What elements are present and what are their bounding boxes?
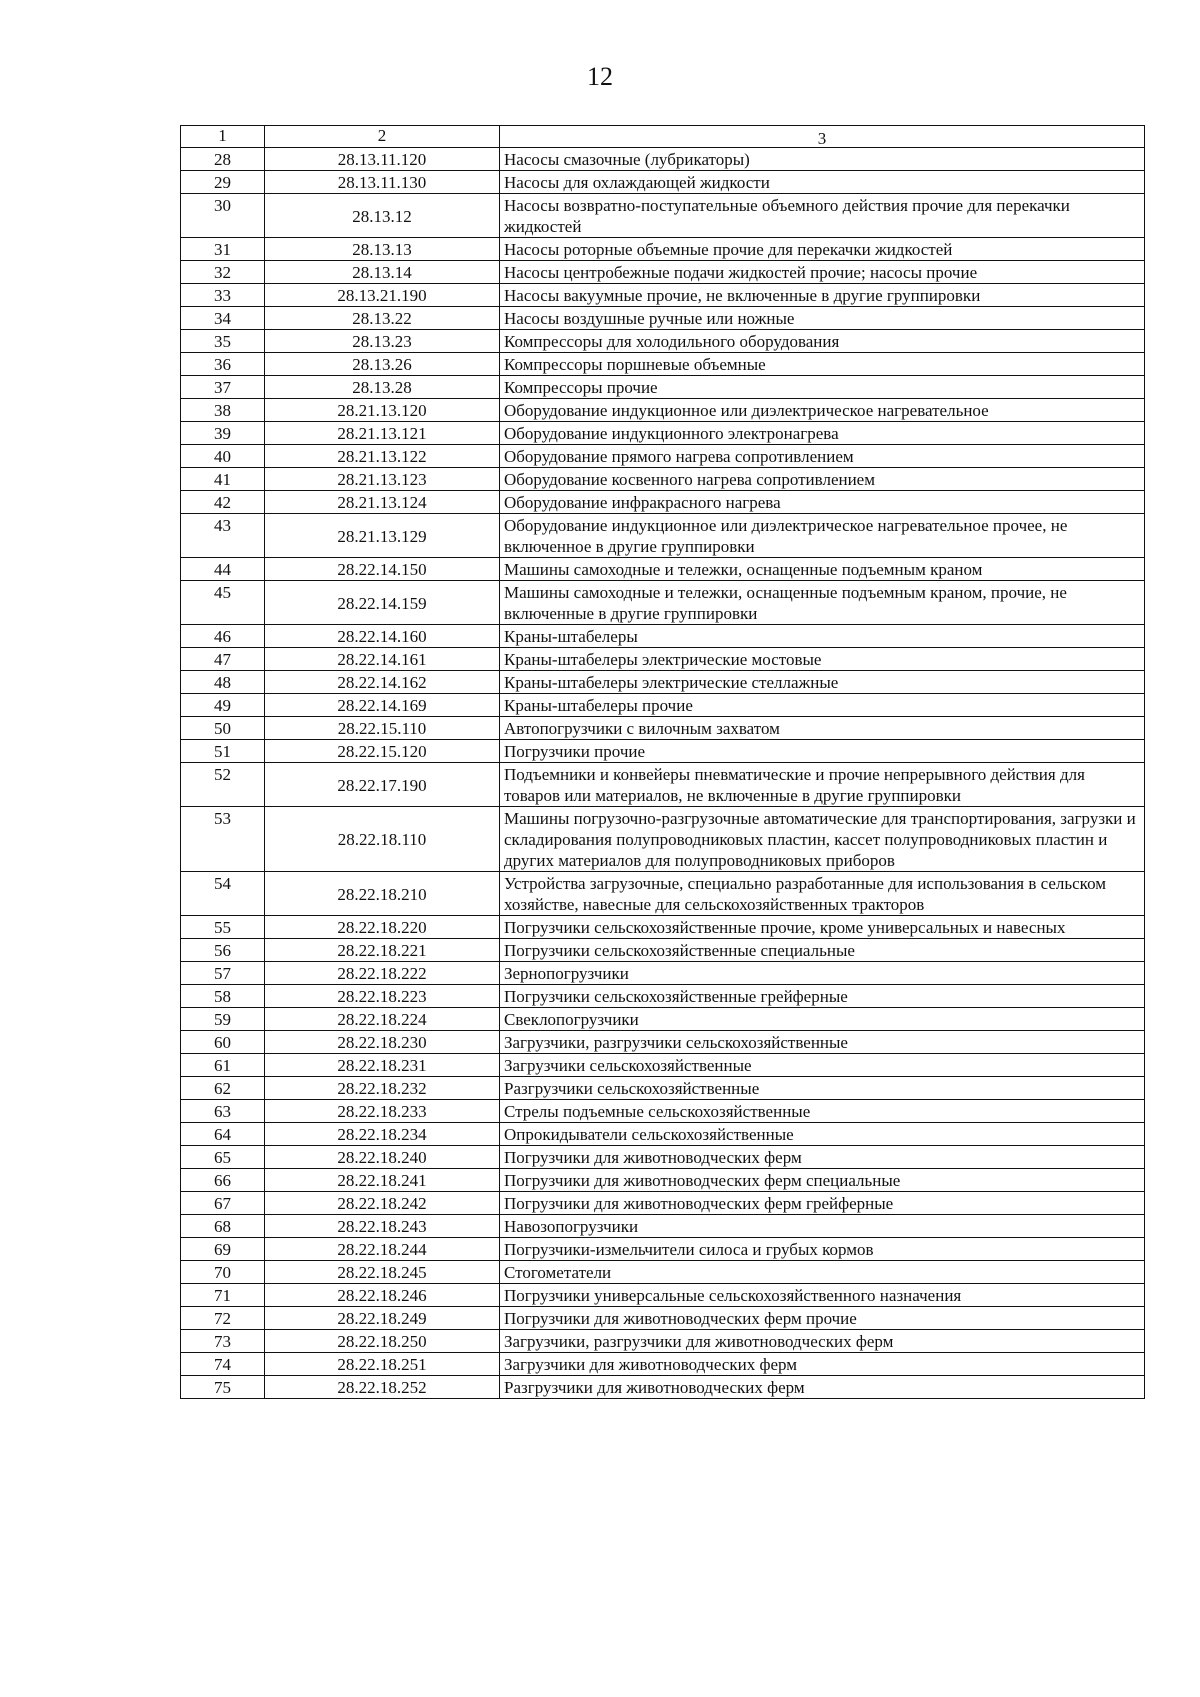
code-cell: 28.21.13.122 xyxy=(265,445,500,468)
row-number-cell: 52 xyxy=(181,763,265,807)
name-cell: Погрузчики для животноводческих ферм xyxy=(500,1146,1145,1169)
table-row xyxy=(181,1353,1145,1376)
table-row xyxy=(181,717,1145,740)
table-row xyxy=(181,307,1145,330)
name-cell: Краны-штабелеры xyxy=(500,625,1145,648)
row-number-cell: 66 xyxy=(181,1169,265,1192)
code-cell: 28.21.13.129 xyxy=(265,514,500,558)
code-cell: 28.21.13.123 xyxy=(265,468,500,491)
name-cell: Подъемники и конвейеры пневматические и прочие непрерывного действия для товаров или материалов, не включенные в другие группировки xyxy=(500,763,1145,807)
code-cell: 28.22.15.110 xyxy=(265,717,500,740)
table-row xyxy=(181,807,1145,872)
row-number-cell: 46 xyxy=(181,625,265,648)
name-cell: Насосы роторные объемные прочие для перекачки жидкостей xyxy=(500,238,1145,261)
row-number-cell: 38 xyxy=(181,399,265,422)
code-cell: 28.13.28 xyxy=(265,376,500,399)
code-cell: 28.13.14 xyxy=(265,261,500,284)
row-number-cell: 53 xyxy=(181,807,265,872)
name-cell: Оборудование индукционное или диэлектрическое нагревательное xyxy=(500,399,1145,422)
code-cell: 28.22.18.231 xyxy=(265,1054,500,1077)
code-cell: 28.22.18.221 xyxy=(265,939,500,962)
row-number-cell: 54 xyxy=(181,872,265,916)
code-cell: 28.22.18.234 xyxy=(265,1123,500,1146)
table-row xyxy=(181,491,1145,514)
code-cell: 28.22.18.232 xyxy=(265,1077,500,1100)
code-cell: 28.22.18.233 xyxy=(265,1100,500,1123)
table-row xyxy=(181,1169,1145,1192)
row-number-cell: 70 xyxy=(181,1261,265,1284)
table-row xyxy=(181,939,1145,962)
name-cell: Насосы воздушные ручные или ножные xyxy=(500,307,1145,330)
table-row xyxy=(181,330,1145,353)
column-header-3: 3 xyxy=(500,126,1145,148)
code-cell: 28.22.14.159 xyxy=(265,581,500,625)
table-row xyxy=(181,962,1145,985)
code-cell: 28.22.18.230 xyxy=(265,1031,500,1054)
code-cell: 28.22.18.252 xyxy=(265,1376,500,1399)
table-row xyxy=(181,1054,1145,1077)
name-cell: Оборудование прямого нагрева сопротивлением xyxy=(500,445,1145,468)
code-cell: 28.22.18.110 xyxy=(265,807,500,872)
page-number: 12 xyxy=(587,62,613,91)
row-number-cell: 45 xyxy=(181,581,265,625)
code-cell: 28.22.18.210 xyxy=(265,872,500,916)
row-number-cell: 41 xyxy=(181,468,265,491)
name-cell: Насосы центробежные подачи жидкостей прочие; насосы прочие xyxy=(500,261,1145,284)
name-cell: Стогометатели xyxy=(500,1261,1145,1284)
name-cell: Насосы смазочные (лубрикаторы) xyxy=(500,148,1145,171)
table-row xyxy=(181,445,1145,468)
table-row xyxy=(181,1238,1145,1261)
column-header-2: 2 xyxy=(265,126,500,148)
code-cell: 28.22.18.250 xyxy=(265,1330,500,1353)
name-cell: Оборудование индукционное или диэлектрическое нагревательное прочее, не включенное в другие группировки xyxy=(500,514,1145,558)
code-cell: 28.13.26 xyxy=(265,353,500,376)
code-cell: 28.22.18.224 xyxy=(265,1008,500,1031)
row-number-cell: 58 xyxy=(181,985,265,1008)
row-number-cell: 34 xyxy=(181,307,265,330)
table-row xyxy=(181,1123,1145,1146)
code-cell: 28.22.18.220 xyxy=(265,916,500,939)
row-number-cell: 64 xyxy=(181,1123,265,1146)
code-cell: 28.13.12 xyxy=(265,194,500,238)
code-cell: 28.22.18.245 xyxy=(265,1261,500,1284)
row-number-cell: 50 xyxy=(181,717,265,740)
name-cell: Навозопогрузчики xyxy=(500,1215,1145,1238)
table-row xyxy=(181,171,1145,194)
name-cell: Насосы возвратно-поступательные объемного действия прочие для перекачки жидкостей xyxy=(500,194,1145,238)
name-cell: Погрузчики сельскохозяйственные прочие, кроме универсальных и навесных xyxy=(500,916,1145,939)
code-cell: 28.22.14.161 xyxy=(265,648,500,671)
name-cell: Машины погрузочно-разгрузочные автоматические для транспортирования, загрузки и складирования полупроводниковых пластин, кассет полупроводниковых пластин и других материалов для полупроводниковых приборов xyxy=(500,807,1145,872)
header-row xyxy=(181,126,1145,148)
row-number-cell: 62 xyxy=(181,1077,265,1100)
table-row xyxy=(181,194,1145,238)
table-row xyxy=(181,1192,1145,1215)
row-number-cell: 73 xyxy=(181,1330,265,1353)
name-cell: Краны-штабелеры прочие xyxy=(500,694,1145,717)
row-number-cell: 35 xyxy=(181,330,265,353)
code-cell: 28.22.18.246 xyxy=(265,1284,500,1307)
code-cell: 28.22.14.162 xyxy=(265,671,500,694)
table-row xyxy=(181,581,1145,625)
code-cell: 28.13.11.120 xyxy=(265,148,500,171)
code-cell: 28.22.18.241 xyxy=(265,1169,500,1192)
name-cell: Загрузчики, разгрузчики сельскохозяйственные xyxy=(500,1031,1145,1054)
table-row xyxy=(181,284,1145,307)
table-row xyxy=(181,763,1145,807)
row-number-cell: 48 xyxy=(181,671,265,694)
name-cell: Компрессоры для холодильного оборудования xyxy=(500,330,1145,353)
row-number-cell: 75 xyxy=(181,1376,265,1399)
name-cell: Разгрузчики для животноводческих ферм xyxy=(500,1376,1145,1399)
table-row xyxy=(181,872,1145,916)
code-cell: 28.22.14.160 xyxy=(265,625,500,648)
table-row xyxy=(181,1008,1145,1031)
code-cell: 28.22.18.240 xyxy=(265,1146,500,1169)
name-cell: Машины самоходные и тележки, оснащенные подъемным краном xyxy=(500,558,1145,581)
code-cell: 28.22.18.243 xyxy=(265,1215,500,1238)
code-cell: 28.22.14.150 xyxy=(265,558,500,581)
name-cell: Загрузчики сельскохозяйственные xyxy=(500,1054,1145,1077)
code-cell: 28.22.14.169 xyxy=(265,694,500,717)
name-cell: Оборудование инфракрасного нагрева xyxy=(500,491,1145,514)
row-number-cell: 63 xyxy=(181,1100,265,1123)
code-cell: 28.22.18.249 xyxy=(265,1307,500,1330)
row-number-cell: 57 xyxy=(181,962,265,985)
table-row xyxy=(181,1261,1145,1284)
row-number-cell: 69 xyxy=(181,1238,265,1261)
row-number-cell: 31 xyxy=(181,238,265,261)
row-number-cell: 36 xyxy=(181,353,265,376)
name-cell: Автопогрузчики с вилочным захватом xyxy=(500,717,1145,740)
table-row xyxy=(181,558,1145,581)
row-number-cell: 51 xyxy=(181,740,265,763)
row-number-cell: 65 xyxy=(181,1146,265,1169)
row-number-cell: 74 xyxy=(181,1353,265,1376)
table-row xyxy=(181,514,1145,558)
table-row xyxy=(181,916,1145,939)
table-row xyxy=(181,468,1145,491)
code-cell: 28.21.13.124 xyxy=(265,491,500,514)
table-row xyxy=(181,694,1145,717)
table-row xyxy=(181,625,1145,648)
table-row xyxy=(181,1284,1145,1307)
code-cell: 28.22.17.190 xyxy=(265,763,500,807)
name-cell: Погрузчики для животноводческих ферм грейферные xyxy=(500,1192,1145,1215)
name-cell: Погрузчики сельскохозяйственные грейферные xyxy=(500,985,1145,1008)
row-number-cell: 30 xyxy=(181,194,265,238)
row-number-cell: 42 xyxy=(181,491,265,514)
name-cell: Компрессоры поршневые объемные xyxy=(500,353,1145,376)
table-row xyxy=(181,1031,1145,1054)
name-cell: Стрелы подъемные сельскохозяйственные xyxy=(500,1100,1145,1123)
table-row xyxy=(181,648,1145,671)
row-number-cell: 56 xyxy=(181,939,265,962)
table-row xyxy=(181,1215,1145,1238)
table-row xyxy=(181,422,1145,445)
code-cell: 28.21.13.121 xyxy=(265,422,500,445)
name-cell: Оборудование индукционного электронагрева xyxy=(500,422,1145,445)
row-number-cell: 60 xyxy=(181,1031,265,1054)
row-number-cell: 68 xyxy=(181,1215,265,1238)
name-cell: Устройства загрузочные, специально разработанные для использования в сельском хозяйстве, навесные для сельскохозяйственных тракторов xyxy=(500,872,1145,916)
name-cell: Погрузчики-измельчители силоса и грубых кормов xyxy=(500,1238,1145,1261)
row-number-cell: 44 xyxy=(181,558,265,581)
row-number-cell: 39 xyxy=(181,422,265,445)
name-cell: Загрузчики, разгрузчики для животноводческих ферм xyxy=(500,1330,1145,1353)
table-row xyxy=(181,671,1145,694)
row-number-cell: 32 xyxy=(181,261,265,284)
table-row xyxy=(181,399,1145,422)
table-row xyxy=(181,1077,1145,1100)
name-cell: Компрессоры прочие xyxy=(500,376,1145,399)
row-number-cell: 72 xyxy=(181,1307,265,1330)
table-row xyxy=(181,740,1145,763)
name-cell: Погрузчики прочие xyxy=(500,740,1145,763)
name-cell: Погрузчики для животноводческих ферм прочие xyxy=(500,1307,1145,1330)
row-number-cell: 61 xyxy=(181,1054,265,1077)
name-cell: Свеклопогрузчики xyxy=(500,1008,1145,1031)
code-cell: 28.22.15.120 xyxy=(265,740,500,763)
row-number-cell: 67 xyxy=(181,1192,265,1215)
name-cell: Погрузчики для животноводческих ферм специальные xyxy=(500,1169,1145,1192)
row-number-cell: 40 xyxy=(181,445,265,468)
code-cell: 28.13.21.190 xyxy=(265,284,500,307)
table-row xyxy=(181,1376,1145,1399)
name-cell: Загрузчики для животноводческих ферм xyxy=(500,1353,1145,1376)
name-cell: Погрузчики сельскохозяйственные специальные xyxy=(500,939,1145,962)
name-cell: Машины самоходные и тележки, оснащенные подъемным краном, прочие, не включенные в другие группировки xyxy=(500,581,1145,625)
table-row xyxy=(181,985,1145,1008)
row-number-cell: 28 xyxy=(181,148,265,171)
table-row xyxy=(181,238,1145,261)
row-number-cell: 43 xyxy=(181,514,265,558)
table-row xyxy=(181,148,1145,171)
table-row xyxy=(181,1307,1145,1330)
code-cell: 28.22.18.251 xyxy=(265,1353,500,1376)
row-number-cell: 55 xyxy=(181,916,265,939)
column-header-1: 1 xyxy=(181,126,265,148)
table-row xyxy=(181,1330,1145,1353)
table-body xyxy=(181,148,1145,1399)
row-number-cell: 59 xyxy=(181,1008,265,1031)
code-cell: 28.22.18.244 xyxy=(265,1238,500,1261)
table-row xyxy=(181,376,1145,399)
name-cell: Краны-штабелеры электрические стеллажные xyxy=(500,671,1145,694)
name-cell: Опрокидыватели сельскохозяйственные xyxy=(500,1123,1145,1146)
code-cell: 28.13.23 xyxy=(265,330,500,353)
row-number-cell: 37 xyxy=(181,376,265,399)
name-cell: Насосы вакуумные прочие, не включенные в другие группировки xyxy=(500,284,1145,307)
classification-table xyxy=(180,125,1145,1399)
code-cell: 28.21.13.120 xyxy=(265,399,500,422)
row-number-cell: 29 xyxy=(181,171,265,194)
table-row xyxy=(181,353,1145,376)
table-row xyxy=(181,1100,1145,1123)
name-cell: Разгрузчики сельскохозяйственные xyxy=(500,1077,1145,1100)
row-number-cell: 33 xyxy=(181,284,265,307)
name-cell: Погрузчики универсальные сельскохозяйственного назначения xyxy=(500,1284,1145,1307)
name-cell: Краны-штабелеры электрические мостовые xyxy=(500,648,1145,671)
table-row xyxy=(181,1146,1145,1169)
name-cell: Оборудование косвенного нагрева сопротивлением xyxy=(500,468,1145,491)
table-row xyxy=(181,261,1145,284)
table-header xyxy=(181,126,1145,148)
row-number-cell: 71 xyxy=(181,1284,265,1307)
name-cell: Зернопогрузчики xyxy=(500,962,1145,985)
row-number-cell: 49 xyxy=(181,694,265,717)
code-cell: 28.13.11.130 xyxy=(265,171,500,194)
name-cell: Насосы для охлаждающей жидкости xyxy=(500,171,1145,194)
code-cell: 28.22.18.222 xyxy=(265,962,500,985)
code-cell: 28.22.18.223 xyxy=(265,985,500,1008)
code-cell: 28.13.22 xyxy=(265,307,500,330)
code-cell: 28.22.18.242 xyxy=(265,1192,500,1215)
code-cell: 28.13.13 xyxy=(265,238,500,261)
row-number-cell: 47 xyxy=(181,648,265,671)
